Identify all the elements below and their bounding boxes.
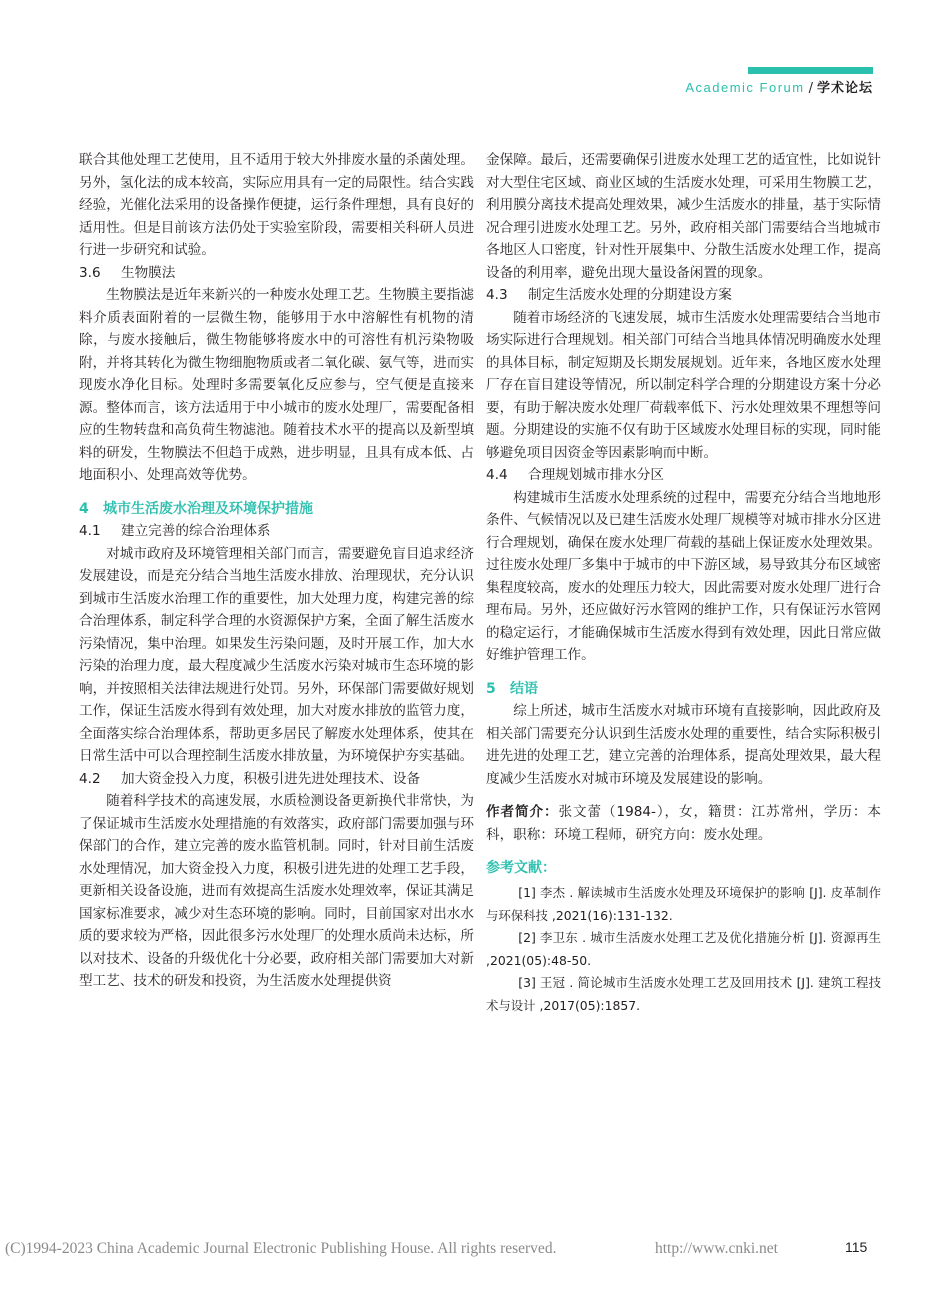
section-title: 建立完善的综合治理体系 (121, 523, 271, 539)
author-label: 作者简介： (486, 804, 559, 820)
reference-item: [2] 李卫东 . 城市生活废水处理工艺及优化措施分析 [J]. 资源再生 ,2021(05):48-50. (486, 930, 881, 968)
paragraph: 对城市政府及环境管理相关部门而言，需要避免盲目追求经济发展建设，而是充分结合当地生活废水排放、治理现状，充分认识到城市生活废水治理工作的重要性，加大处理力度，构建完善的综合治理体系，制定科学合理的水资源保护方案，全面了解生活废水污染情况，集中治理。如果发生污染问题，及时开展工作，加大水污染的治理力度，最大程度减少生活废水污染对城市生态环境的影响，并按照相关法律法规进行处罚。另外，环保部门需要做好规划工作，保证生活废水得到有效处理，加大对废水排放的监管力度，全面落实综合治理体系，帮助更多居民了解废水处理体系，使其在日常生活中可以合理控制生活废水排放量，为环境保护夯实基础。 (79, 545, 474, 764)
right-column (486, 149, 881, 1017)
paragraph: 金保障。最后，还需要确保引进废水处理工艺的适宜性，比如说针对大型住宅区域、商业区域的生活废水处理，可采用生物膜工艺，利用膜分离技术提高处理效果，减少生活废水的排量，基于实际情况合理引进废水处理工艺。另外，政府相关部门需要结合当地城市各地区人口密度，针对性开展集中、分散生活废水处理工作，提高设备的利用率，避免出现大量设备闲置的现象。 (486, 152, 881, 281)
copyright-notice: (C)1994-2023 China Academic Journal Electronic Publishing House. All rights reserved. (5, 1240, 557, 1257)
paragraph: 随着市场经济的飞速发展，城市生活废水处理需要结合当地市场实际进行合理规划。相关部门可结合当地具体情况明确废水处理的具体目标，制定短期及长期发展规划。近年来，各地区废水处理厂存在盲目建设等情况，所以制定科学合理的分期建设方案十分必要，有助于解决废水处理厂荷载率低下、污水处理效果不理想等问题。分期建设的实施不仅有助于区域废水处理目标的实现，同时能够避免项目因资金等因素影响而中断。 (486, 309, 881, 461)
section-heading-4-1 (79, 520, 474, 543)
references-heading: 参考文献： (486, 860, 556, 876)
section-heading-5 (486, 678, 881, 701)
section-number: 4.2 (79, 770, 101, 787)
reference-item: [1] 李杰 . 解读城市生活废水处理及环境保护的影响 [J]. 皮革制作与环保科技 ,2021(16):131-132. (486, 885, 881, 923)
left-column (79, 149, 474, 993)
section-number: 3.6 (79, 264, 101, 281)
section-title: 合理规划城市排水分区 (528, 467, 664, 483)
reference-item: [3] 王冠 . 简论城市生活废水处理工艺及回用技术 [J]. 建筑工程技术与设计 ,2017(05):1857. (486, 975, 881, 1013)
section-heading-4-3 (486, 284, 881, 307)
section-heading-4-4 (486, 464, 881, 487)
section-title: 制定生活废水处理的分期建设方案 (528, 287, 732, 303)
section-title: 结语 (510, 680, 538, 697)
section-title: 城市生活废水治理及环境保护措施 (103, 500, 313, 517)
section-title: 加大资金投入力度，积极引进先进处理技术、设备 (121, 770, 421, 787)
footer-url: http://www.cnki.net (655, 1240, 778, 1257)
section-title: 生物膜法 (121, 264, 176, 281)
header-accent-bar (748, 67, 873, 74)
paragraph: 随着科学技术的高速发展，水质检测设备更新换代非常快，为了保证城市生活废水处理措施的有效落实，政府部门需要加强与环保部门的合作，建立完善的废水监管机制。同时，针对目前生活废水处理情况，加大资金投入力度，积极引进先进的处理工艺手段，更新相关设备设施，进而有效提高生活废水处理效率，保证其满足国家标准要求，减少对生态环境的影响。同时，目前国家对出水水质的要求较为严格，因此很多污水处理厂的处理水质尚未达标，所以对技术、设备的升级优化十分必要，政府相关部门需要加大对新型工艺、技术的研发和投资，为生活废水处理提供资 (79, 793, 474, 989)
paragraph: 构建城市生活废水处理系统的过程中，需要充分结合当地地形条件、气候情况以及已建生活废水处理厂规模等对城市排水分区进行合理规划，确保在废水处理厂荷载的基础上保证废水处理效果。过往废水处理厂多集中于城市的中下游区域，易导致其分布区域密集程度较高，废水的处理压力较大，因此需要对废水处理厂进行合理布局。另外，还应做好污水管网的维护工作，只有保证污水管网的稳定运行，才能确保城市生活废水得到有效处理，因此日常应做好维护管理工作。 (486, 489, 881, 663)
section-heading-3-6 (79, 262, 474, 285)
header-section-en: Academic Forum (685, 80, 805, 95)
section-heading-4 (79, 498, 474, 521)
author-text: 张文蕾（1984-），女，籍贯：江苏常州，学历：本科，职称：环境工程师，研究方向：废水处理。 (486, 804, 882, 843)
paragraph: 生物膜法是近年来新兴的一种废水处理工艺。生物膜主要指滤料介质表面附着的一层微生物，能够用于水中溶解性有机物的清除，与废水接触后，微生物能够将废水中的可溶性有机污染物吸附，并将其转化为微生物细胞物质或者二氧化碳、氨气等，进而实现废水净化目标。处理时多需要氧化反应参与，空气便是直接来源。整体而言，该方法适用于中小城市的废水处理厂，需要配备相应的生物转盘和高负荷生物滤池。随着技术水平的提高以及新型填料的研发，生物膜法不但趋于成熟，进步明显，且具有成本低、占地面积小、处理高效等优势。 (79, 287, 474, 483)
paragraph: 联合其他处理工艺使用，且不适用于较大外排废水量的杀菌处理。另外，氢化法的成本较高，实际应用具有一定的局限性。结合实践经验，光催化法采用的设备操作便捷，运行条件理想，具有良好的适用性。但是目前该方法仍处于实验室阶段，需要相关科研人员进行进一步研究和试验。 (79, 152, 474, 258)
section-number: 5 (486, 680, 496, 697)
section-number: 4.3 (486, 287, 508, 303)
section-heading-4-2 (79, 768, 474, 791)
author-bio (486, 801, 881, 847)
journal-header (600, 80, 873, 97)
section-number: 4.1 (79, 523, 101, 539)
page-number: 115 (845, 1239, 868, 1255)
section-number: 4 (79, 500, 89, 517)
paragraph: 综上所述，城市生活废水对城市环境有直接影响，因此政府及相关部门需要充分认识到生活废水处理的重要性，结合实际积极引进先进的处理工艺，建立完善的治理体系，提高处理效果，最大程度减少生活废水对城市环境及发展建设的影响。 (486, 703, 881, 787)
header-section-cn: 学术论坛 (816, 81, 873, 96)
section-number: 4.4 (486, 467, 508, 483)
header-separator: / (808, 81, 813, 96)
